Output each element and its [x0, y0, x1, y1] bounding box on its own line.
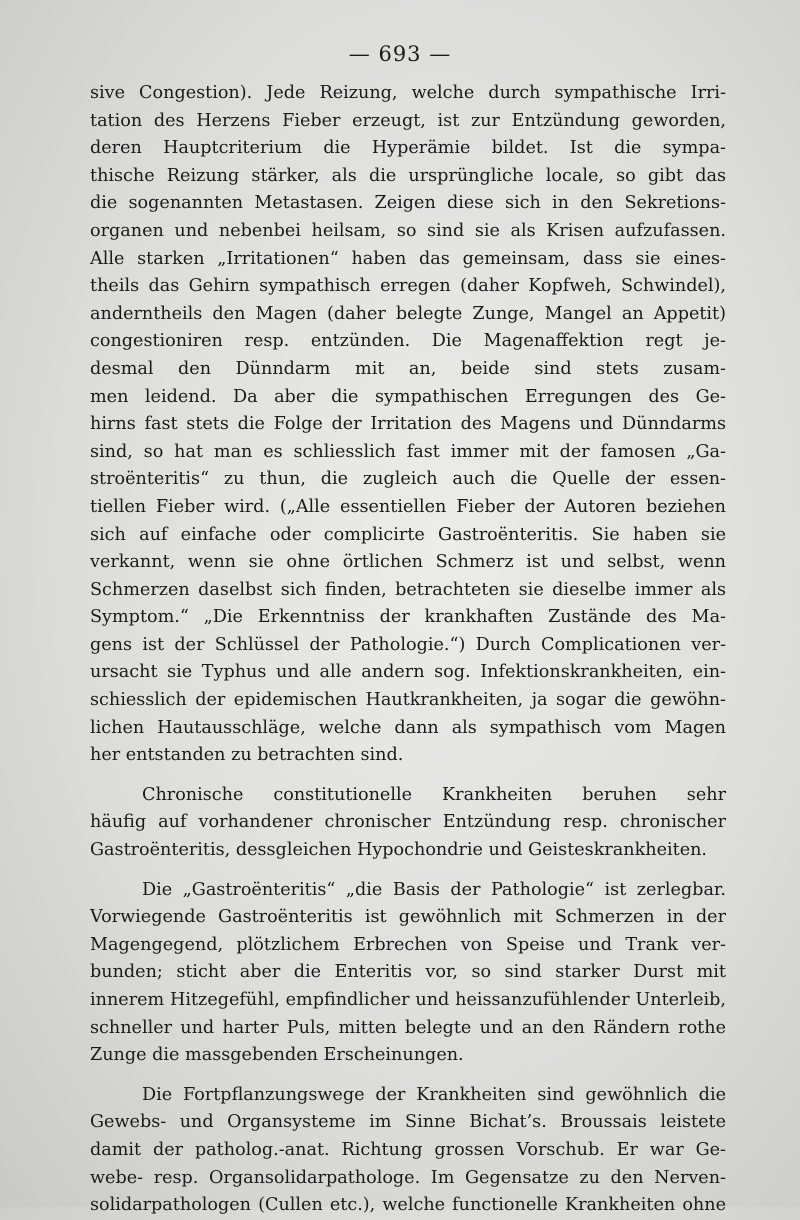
- body-text: [90, 80, 726, 1220]
- paragraph-gap: [90, 770, 726, 782]
- text-line: lichen Hautausschläge, welche dann als sympathisch vom Magen: [90, 717, 726, 738]
- text-line: Gastroënteritis, dessgleichen Hypochondrie und Geisteskrankheiten.: [90, 840, 708, 861]
- text-line: Schmerzen daselbst sich finden, betrachteten sie dieselbe immer als: [90, 579, 726, 600]
- text-line: congestioniren resp. entzünden. Die Magenaffektion regt je-: [90, 331, 726, 352]
- text-line: anderntheils den Magen (daher belegte Zunge, Mangel an Appetit): [90, 303, 726, 324]
- paragraph-3: [90, 877, 726, 1070]
- text-line: her entstanden zu betrachten sind.: [90, 745, 404, 766]
- text-line: damit der patholog.-anat. Richtung grossen Vorschub. Er war Ge-: [90, 1139, 726, 1160]
- text-line: thische Reizung stärker, als die ursprüngliche locale, so gibt das: [90, 165, 726, 186]
- text-line: schneller und harter Puls, mitten belegte und an den Rändern rothe: [90, 1017, 726, 1038]
- text-line: stroënteritis“ zu thun, die zugleich auch die Quelle der essen-: [90, 469, 726, 490]
- text-line: Vorwiegende Gastroënteritis ist gewöhnlich mit Schmerzen in der: [90, 907, 726, 928]
- text-line: gens ist der Schlüssel der Pathologie.“) Durch Complicationen ver-: [90, 634, 726, 655]
- text-line: men leidend. Da aber die sympathischen Erregungen des Ge-: [90, 386, 726, 407]
- text-line: Gewebs- und Organsysteme im Sinne Bichat’s. Broussais leistete: [90, 1112, 726, 1133]
- text-line: Zunge die massgebenden Erscheinungen.: [90, 1045, 464, 1066]
- paragraph-2: [90, 782, 726, 865]
- text-line: schiesslich der epidemischen Hautkrankheiten, ja sogar die gewöhn-: [90, 690, 726, 711]
- text-line: bunden; sticht aber die Enteritis vor, so sind starker Durst mit: [90, 962, 726, 983]
- paragraph-1: [90, 80, 726, 770]
- text-line: die sogenannten Metastasen. Zeigen diese sich in den Sekretions-: [90, 193, 726, 214]
- text-line: desmal den Dünndarm mit an, beide sind stets zusam-: [90, 358, 726, 379]
- text-line: tiellen Fieber wird. („Alle essentiellen Fieber der Autoren beziehen: [90, 496, 726, 517]
- page-number: — 693 —: [348, 42, 452, 66]
- text-line: webe- resp. Organsolidarpathologe. Im Gegensatze zu den Nerven-: [90, 1167, 726, 1188]
- text-line: tation des Herzens Fieber erzeugt, ist zur Entzündung geworden,: [90, 110, 726, 131]
- text-line: verkannt, wenn sie ohne örtlichen Schmerz ist und selbst, wenn: [90, 552, 726, 573]
- text-line: solidarpathologen (Cullen etc.), welche functionelle Krankheiten ohne: [90, 1195, 726, 1216]
- text-line: sich auf einfache oder complicirte Gastroënteritis. Sie haben sie: [90, 524, 726, 545]
- text-line: Die Fortpflanzungswege der Krankheiten sind gewöhnlich die: [142, 1084, 726, 1105]
- text-line: Chronische constitutionelle Krankheiten beruhen sehr: [142, 784, 726, 805]
- text-line: theils das Gehirn sympathisch erregen (daher Kopfweh, Schwindel),: [90, 276, 726, 297]
- paragraph-gap: [90, 1070, 726, 1082]
- text-line: ursacht sie Typhus und alle andern sog. Infektionskrankheiten, ein-: [90, 662, 726, 683]
- text-line: häufig auf vorhandener chronischer Entzündung resp. chronischer: [90, 812, 726, 833]
- text-line: sind, so hat man es schliesslich fast immer mit der famosen „Ga-: [90, 441, 726, 462]
- text-line: Alle starken „Irritationen“ haben das gemeinsam, dass sie eines-: [90, 248, 726, 269]
- text-line: Die „Gastroënteritis“ „die Basis der Pathologie“ ist zerlegbar.: [142, 879, 726, 900]
- paragraph-4: [90, 1082, 726, 1220]
- text-line: deren Hauptcriterium die Hyperämie bildet. Ist die sympa-: [90, 138, 726, 159]
- text-line: sive Congestion). Jede Reizung, welche durch sympathische Irri-: [90, 83, 726, 103]
- text-line: Symptom.“ „Die Erkenntniss der krankhaften Zustände des Ma-: [90, 607, 726, 628]
- text-line: Magengegend, plötzlichem Erbrechen von Speise und Trank ver-: [90, 934, 726, 955]
- paragraph-gap: [90, 865, 726, 877]
- text-line: innerem Hitzegefühl, empfindlicher und heissanzufühlender Unterleib,: [90, 990, 726, 1010]
- text-line: hirns fast stets die Folge der Irritation des Magens und Dünndarms: [90, 414, 726, 435]
- text-line: organen und nebenbei heilsam, so sind sie als Krisen aufzufassen.: [90, 220, 726, 241]
